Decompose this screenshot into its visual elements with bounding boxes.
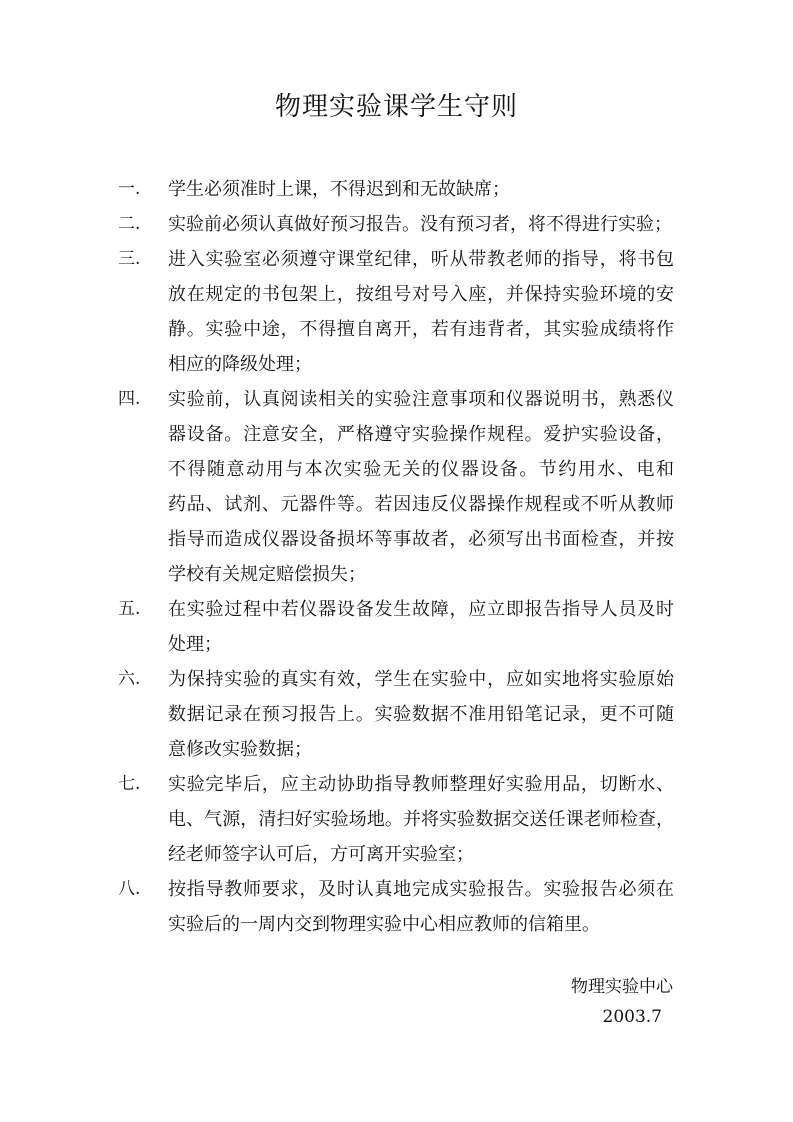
- rule-number: 一.: [118, 179, 141, 199]
- rules-list: [118, 172, 678, 942]
- rule-text-line: 经老师签字认可后，方可离开实验室；: [168, 844, 474, 865]
- document-title: 物理实验课学生守则: [274, 92, 518, 122]
- rule-text-line: 电、气源，清扫好实验场地。并将实验数据交送任课老师检查，: [168, 809, 674, 830]
- rule-item: [118, 592, 678, 662]
- rule-text-line: 数据记录在预习报告上。实验数据不准用铅笔记录，更不可随: [168, 704, 674, 725]
- rule-text-line: 进入实验室必须遵守课堂纪律，听从带教老师的指导，将书包: [168, 249, 674, 270]
- rule-text-line: 在实验过程中若仪器设备发生故障，应立即报告指导人员及时: [168, 599, 674, 620]
- rule-number: 六.: [118, 669, 141, 689]
- rule-text-line: 器设备。注意安全，严格遵守实验操作规程。爱护实验设备，: [168, 424, 674, 445]
- rule-text-line: 学生必须准时上课，不得迟到和无故缺席；: [168, 179, 510, 200]
- rule-text-line: 为保持实验的真实有效，学生在实验中，应如实地将实验原始: [168, 669, 674, 690]
- signature-org: 物理实验中心: [571, 977, 673, 997]
- rule-text-line: 实验前必须认真做好预习报告。没有预习者，将不得进行实验；: [168, 214, 672, 235]
- rule-text-line: 学校有关规定赔偿损失；: [168, 564, 366, 585]
- rule-text-line: 静。实验中途，不得擅自离开，若有违背者，其实验成绩将作: [168, 319, 674, 340]
- rule-item: [118, 382, 678, 592]
- rule-item: [118, 207, 678, 242]
- rule-number: 三.: [118, 249, 141, 269]
- rule-text-line: 不得随意动用与本次实验无关的仪器设备。节约用水、电和: [168, 459, 674, 480]
- rule-text-line: 按指导教师要求，及时认真地完成实验报告。实验报告必须在: [168, 879, 674, 900]
- rule-number: 五.: [118, 599, 141, 619]
- rule-item: [118, 872, 678, 942]
- rule-text-line: 意修改实验数据；: [168, 739, 312, 760]
- rule-text-line: 相应的降级处理；: [168, 354, 312, 375]
- rule-number: 四.: [118, 389, 141, 409]
- rule-number: 八.: [118, 879, 141, 899]
- rule-text-line: 实验前，认真阅读相关的实验注意事项和仪器说明书，熟悉仪: [168, 389, 674, 410]
- rule-text-line: 实验完毕后，应主动协助指导教师整理好实验用品，切断水、: [168, 774, 674, 795]
- rule-item: [118, 662, 678, 767]
- signature-date: 2003.7: [602, 1007, 662, 1027]
- rule-number: 二.: [118, 214, 141, 234]
- rule-text-line: 实验后的一周内交到物理实验中心相应教师的信箱里。: [168, 914, 600, 935]
- rule-text-line: 药品、试剂、元器件等。若因违反仪器操作规程或不听从教师: [168, 494, 674, 515]
- rule-text-line: 处理；: [168, 634, 222, 655]
- rule-item: [118, 767, 678, 872]
- rule-number: 七.: [118, 774, 141, 794]
- rule-item: [118, 172, 678, 207]
- rule-text-line: 放在规定的书包架上，按组号对号入座，并保持实验环境的安: [168, 284, 674, 305]
- rule-text-line: 指导而造成仪器设备损坏等事故者，必须写出书面检查，并按: [168, 529, 674, 550]
- rule-item: [118, 242, 678, 382]
